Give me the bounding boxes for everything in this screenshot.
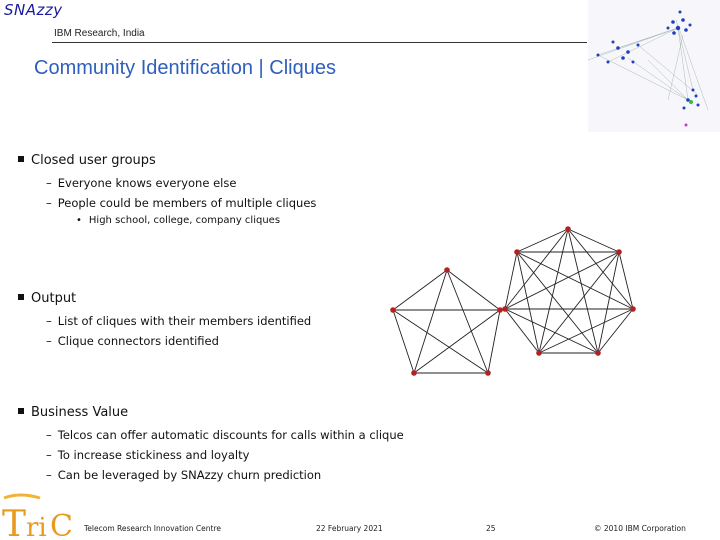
clique-edge: [598, 252, 619, 353]
svg-text:C: C: [50, 509, 73, 540]
clique-node: [485, 370, 491, 376]
svg-text:ri: ri: [26, 513, 47, 540]
clique-node: [630, 306, 636, 312]
clique-node: [502, 306, 508, 312]
clique-node: [411, 370, 417, 376]
slide-title: Community Identification | Cliques: [34, 57, 336, 79]
clique-edge: [517, 252, 633, 309]
subbullet-multiple-cliques: – People could be members of multiple cliques: [46, 196, 317, 210]
subbullet-list-of-cliques: – List of cliques with their members identified: [46, 314, 312, 328]
clique-1: [390, 267, 503, 376]
tric-logo: [0, 492, 76, 540]
footer-date: 22 February 2021: [316, 524, 383, 533]
clique-edge: [393, 310, 414, 373]
clique-node: [536, 350, 542, 356]
org-label: IBM Research, India: [54, 28, 145, 39]
bullet-business-value: Business Value: [18, 405, 128, 420]
clique-edge: [505, 252, 619, 309]
clique-node: [595, 350, 601, 356]
clique-edge: [568, 229, 619, 252]
clique-node: [497, 307, 503, 313]
clique-edge: [539, 309, 633, 353]
header-divider: [52, 42, 587, 43]
clique-edge: [517, 229, 568, 252]
bullet-output: Output: [18, 291, 76, 306]
bullet-closed-user-groups: Closed user groups: [18, 153, 156, 168]
clique-edge: [517, 252, 539, 353]
subbullet-telco-discounts: – Telcos can offer automatic discounts for calls within a clique: [46, 428, 404, 442]
subbullet-stickiness: – To increase stickiness and loyalty: [46, 448, 250, 462]
clique-edge: [505, 309, 598, 353]
subbullet-clique-connectors: – Clique connectors identified: [46, 334, 219, 348]
square-bullet-icon: [18, 408, 24, 414]
clique-node: [616, 249, 622, 255]
clique-node: [565, 226, 571, 232]
clique-edge: [393, 310, 488, 373]
svg-text:T: T: [2, 504, 27, 540]
subbullet-everyone-knows: – Everyone knows everyone else: [46, 176, 237, 190]
square-bullet-icon: [18, 294, 24, 300]
subsubbullet-clique-examples: • High school, college, company cliques: [76, 215, 281, 226]
clique-diagram: [384, 220, 644, 380]
subbullet-churn-prediction: – Can be leveraged by SNAzzy churn prediction: [46, 468, 322, 482]
brand-logo-text: SNAzzy: [4, 1, 63, 19]
footer-centre-name: Telecom Research Innovation Centre: [84, 524, 221, 533]
footer-page-number: 25: [486, 524, 496, 533]
clique-node: [514, 249, 520, 255]
clique-node: [444, 267, 450, 273]
clique-edge: [488, 310, 500, 373]
square-bullet-icon: [18, 156, 24, 162]
clique-edge: [393, 270, 447, 310]
clique-node: [390, 307, 396, 313]
clique-edge: [505, 252, 517, 309]
clique-edge: [414, 270, 447, 373]
clique-2: [502, 226, 636, 356]
footer-copyright: © 2010 IBM Corporation: [594, 524, 686, 533]
network-thumbnail-image: [588, 0, 720, 132]
clique-edge: [598, 309, 633, 353]
clique-edge: [414, 310, 500, 373]
